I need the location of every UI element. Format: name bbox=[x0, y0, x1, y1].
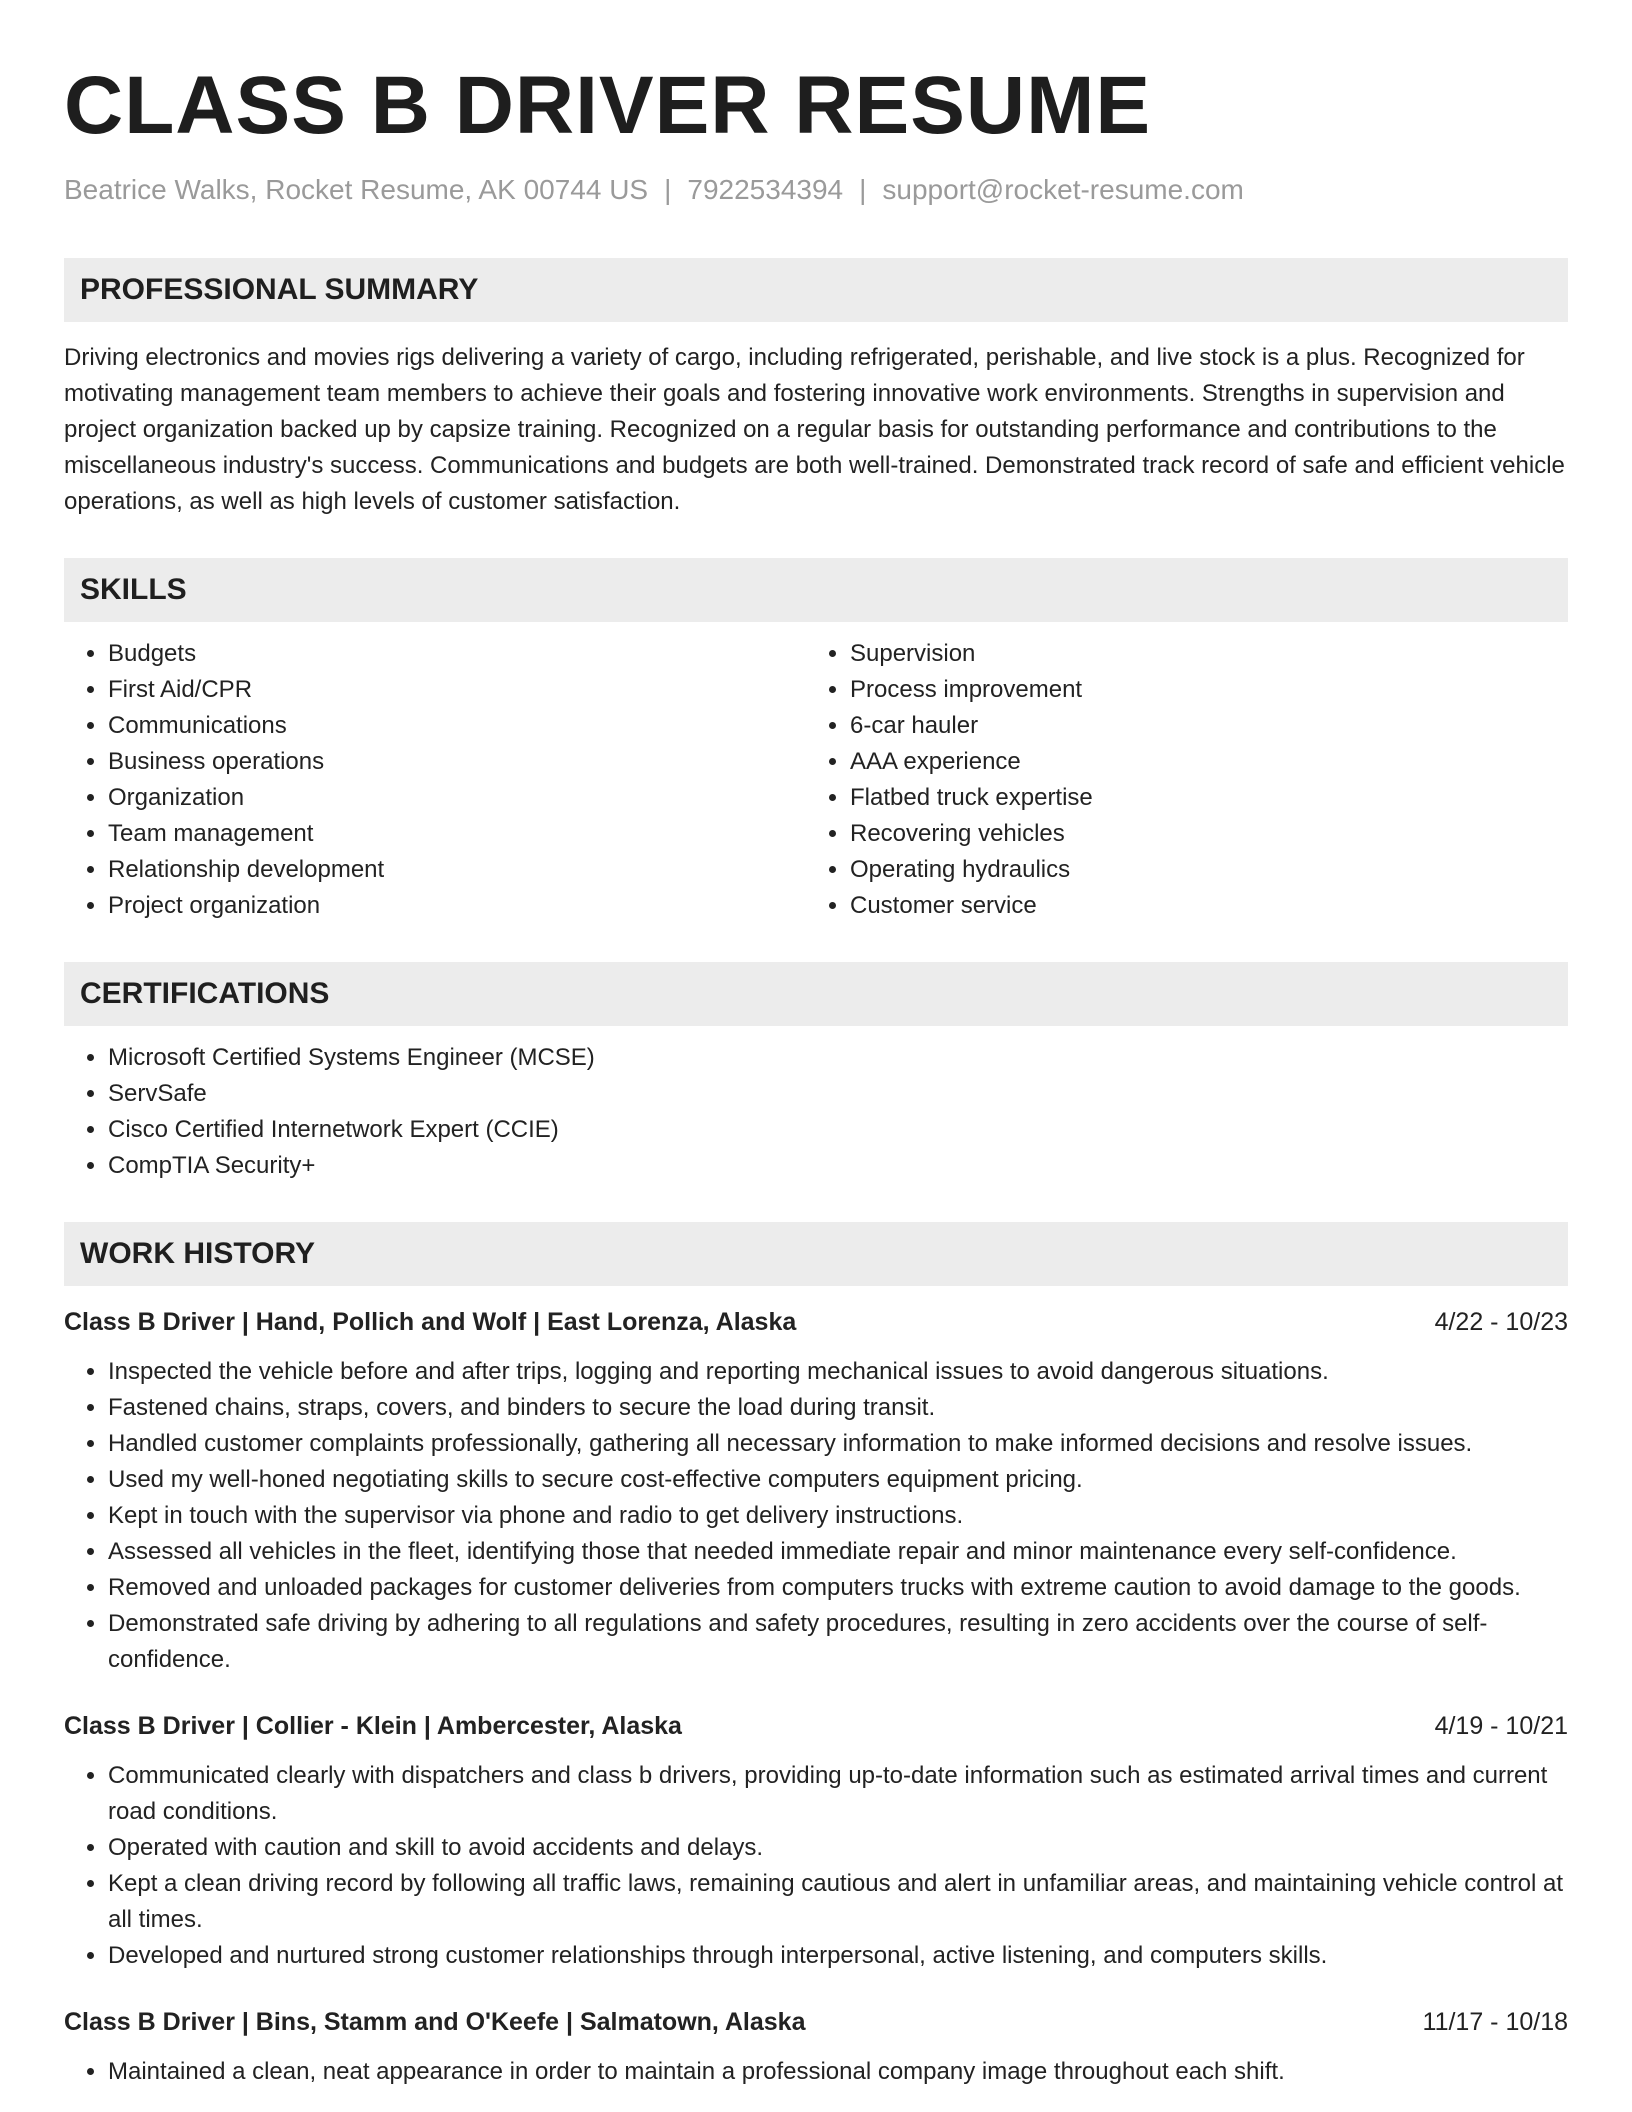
work-history-heading: WORK HISTORY bbox=[64, 1222, 1568, 1286]
job-bullet: • Inspected the vehicle before and after trips, logging and reporting mechanical issues to avoid dangerous situations. bbox=[108, 1354, 1568, 1390]
job-bullet: • Kept a clean driving record by following all traffic laws, remaining cautious and alert in unfamiliar areas, and maintaining vehicle control at all times. bbox=[108, 1866, 1568, 1938]
job-entry bbox=[64, 2004, 1568, 2090]
contact-phone: 7922534394 bbox=[687, 174, 844, 205]
skill-item: • Business operations bbox=[108, 744, 806, 780]
summary-text: Driving electronics and movies rigs delivering a variety of cargo, including refrigerated, perishable, and live stock is a plus. Recognized for motivating management team members to achieve their goals and fostering innovative work environments. Strengths in supervision and project organization backed up by capsize training. Recognized on a regular basis for outstanding performance and contributions to the miscellaneous industry's success. Communications and budgets are both well-trained. Demonstrated track record of safe and efficient vehicle operations, as well as high levels of customer satisfaction. bbox=[64, 344, 1565, 515]
skill-item: • Team management bbox=[108, 816, 806, 852]
job-bullet: • Kept in touch with the supervisor via phone and radio to get delivery instructions. bbox=[108, 1498, 1568, 1534]
job-title: Class B Driver | Bins, Stamm and O'Keefe | Salmatown, Alaska bbox=[64, 2008, 806, 2036]
resume-title: CLASS B DRIVER RESUME bbox=[64, 60, 1152, 151]
skill-item: • 6-car hauler bbox=[850, 708, 1548, 744]
contact-separator: | bbox=[859, 174, 867, 205]
certifications-list bbox=[64, 1040, 1568, 1184]
skills-heading: SKILLS bbox=[64, 558, 1568, 622]
job-bullet: • Maintained a clean, neat appearance in order to maintain a professional company image throughout each shift. bbox=[108, 2054, 1568, 2090]
contact-separator: | bbox=[664, 174, 672, 205]
job-bullets bbox=[64, 1354, 1568, 1678]
job-header bbox=[64, 1304, 1568, 1340]
job-header bbox=[64, 1708, 1568, 1744]
skills-left-column bbox=[64, 636, 806, 924]
skill-item: • Operating hydraulics bbox=[850, 852, 1548, 888]
skills-right-column bbox=[806, 636, 1548, 924]
skill-item: • Organization bbox=[108, 780, 806, 816]
skill-item: • Supervision bbox=[850, 636, 1548, 672]
job-title: Class B Driver | Collier - Klein | Ambercester, Alaska bbox=[64, 1712, 682, 1740]
job-bullet: • Developed and nurtured strong customer relationships through interpersonal, active listening, and computers skills. bbox=[108, 1938, 1568, 1974]
skill-item: • Flatbed truck expertise bbox=[850, 780, 1548, 816]
job-dates: 4/19 - 10/21 bbox=[1434, 1712, 1568, 1740]
job-bullet: • Used my well-honed negotiating skills to secure cost-effective computers equipment pricing. bbox=[108, 1462, 1568, 1498]
job-bullet: • Removed and unloaded packages for customer deliveries from computers trucks with extreme caution to avoid damage to the goods. bbox=[108, 1570, 1568, 1606]
job-title: Class B Driver | Hand, Pollich and Wolf | East Lorenza, Alaska bbox=[64, 1308, 797, 1336]
contact-address: Beatrice Walks, Rocket Resume, AK 00744 US bbox=[64, 174, 649, 205]
skill-item: • AAA experience bbox=[850, 744, 1548, 780]
skill-item: • Communications bbox=[108, 708, 806, 744]
skill-item: • Relationship development bbox=[108, 852, 806, 888]
certifications-heading: CERTIFICATIONS bbox=[64, 962, 1568, 1026]
job-header bbox=[64, 2004, 1568, 2040]
job-dates: 11/17 - 10/18 bbox=[1422, 2008, 1568, 2036]
summary-heading: PROFESSIONAL SUMMARY bbox=[64, 258, 1568, 322]
job-bullet: • Assessed all vehicles in the fleet, identifying those that needed immediate repair and minor maintenance every self-confidence. bbox=[108, 1534, 1568, 1570]
skill-item: • First Aid/CPR bbox=[108, 672, 806, 708]
job-bullet: • Handled customer complaints professionally, gathering all necessary information to make informed decisions and resolve issues. bbox=[108, 1426, 1568, 1462]
certification-item: • Microsoft Certified Systems Engineer (MCSE) bbox=[108, 1040, 1568, 1076]
job-bullet: • Fastened chains, straps, covers, and binders to secure the load during transit. bbox=[108, 1390, 1568, 1426]
skill-item: • Project organization bbox=[108, 888, 806, 924]
job-bullet: • Communicated clearly with dispatchers and class b drivers, providing up-to-date information such as estimated arrival times and current road conditions. bbox=[108, 1758, 1568, 1830]
job-bullet: • Operated with caution and skill to avoid accidents and delays. bbox=[108, 1830, 1568, 1866]
certification-item: • Cisco Certified Internetwork Expert (CCIE) bbox=[108, 1112, 1568, 1148]
job-bullets bbox=[64, 1758, 1568, 1974]
skill-item: • Recovering vehicles bbox=[850, 816, 1548, 852]
skills-left-list bbox=[64, 636, 806, 924]
skill-item: • Process improvement bbox=[850, 672, 1548, 708]
contact-email: support@rocket-resume.com bbox=[882, 174, 1244, 205]
job-entry bbox=[64, 1304, 1568, 1678]
skills-right-list bbox=[806, 636, 1548, 924]
certification-item: • ServSafe bbox=[108, 1076, 1568, 1112]
skills-columns bbox=[64, 636, 1568, 924]
job-bullets bbox=[64, 2054, 1568, 2090]
skill-item: • Budgets bbox=[108, 636, 806, 672]
skill-item: • Customer service bbox=[850, 888, 1548, 924]
certification-item: • CompTIA Security+ bbox=[108, 1148, 1568, 1184]
contact-line bbox=[64, 172, 1568, 208]
job-entry bbox=[64, 1708, 1568, 1974]
job-dates: 4/22 - 10/23 bbox=[1434, 1308, 1568, 1336]
job-bullet: • Demonstrated safe driving by adhering to all regulations and safety procedures, resulting in zero accidents over the course of self-confidence. bbox=[108, 1606, 1568, 1678]
